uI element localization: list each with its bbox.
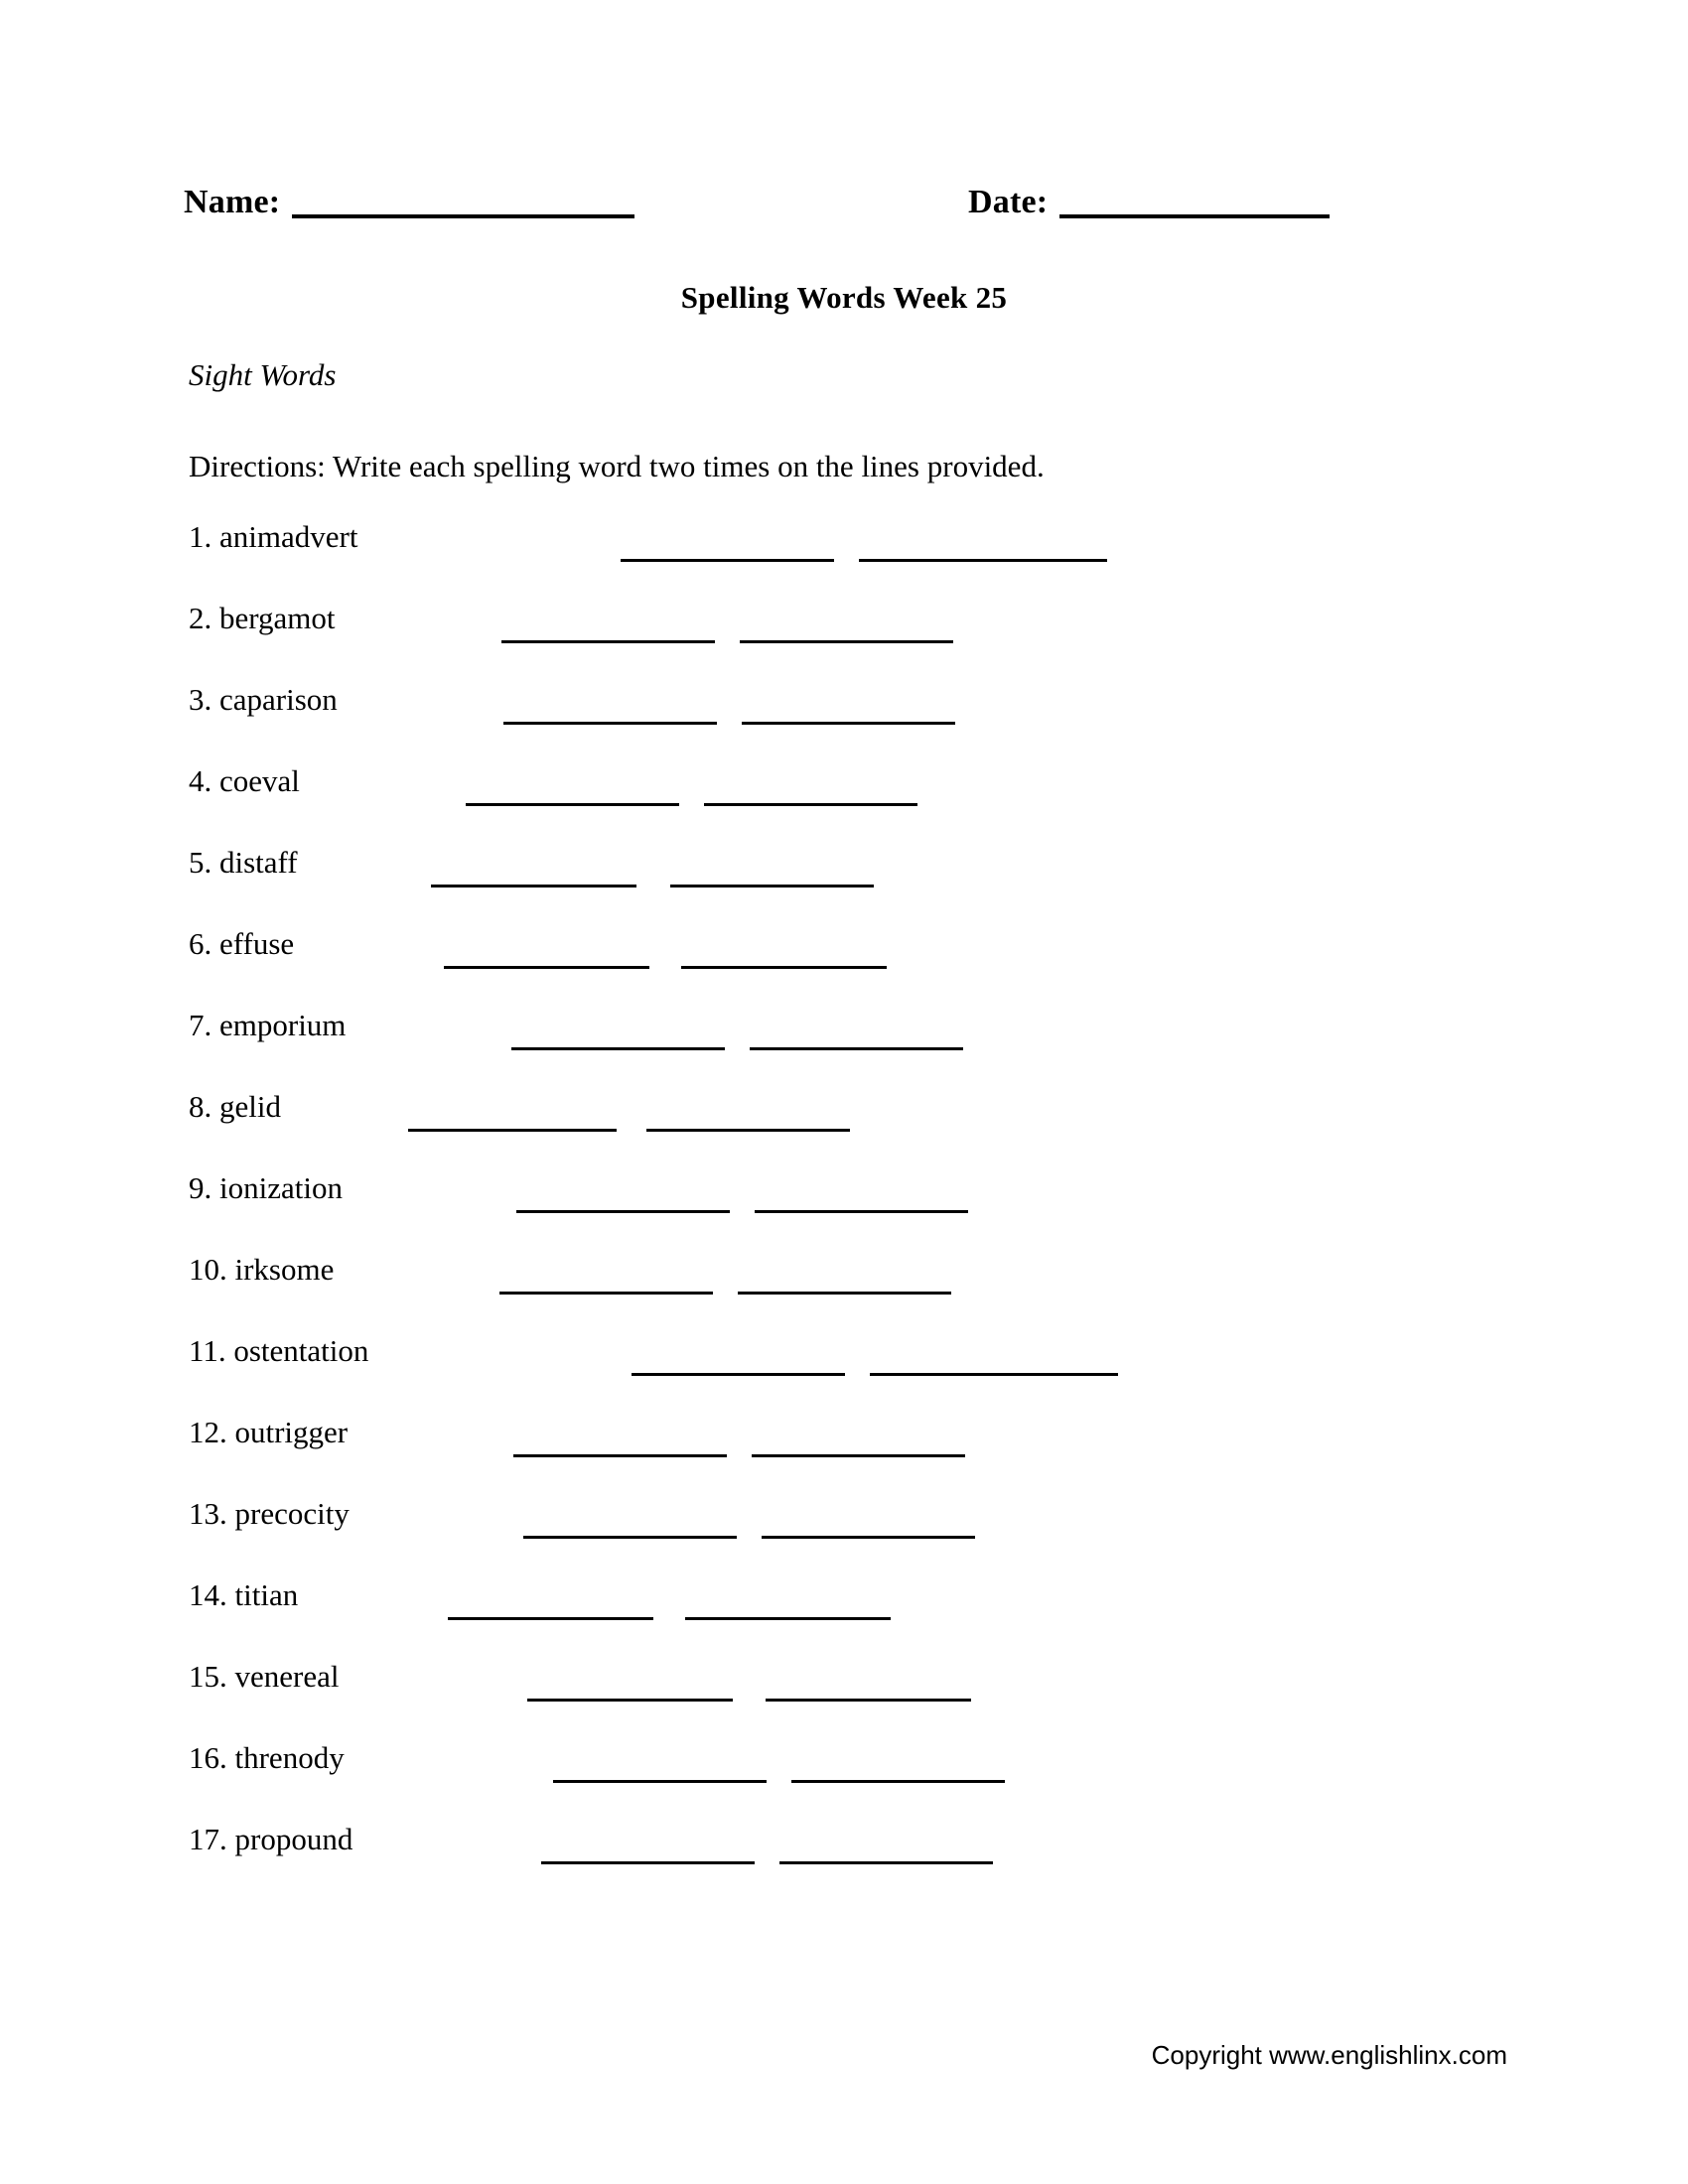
name-label: Name: [184,184,281,220]
word-row [189,926,1509,1008]
word-label: 15. venereal [189,1659,340,1694]
answer-blank-2[interactable] [752,1454,965,1457]
answer-blank-2[interactable] [779,1861,993,1864]
answer-blank-1[interactable] [444,966,649,969]
answer-blanks [350,1496,1509,1542]
answer-blank-1[interactable] [523,1536,737,1539]
word-label: 13. precocity [189,1496,350,1531]
word-row [189,1740,1509,1822]
answer-blank-2[interactable] [859,559,1107,562]
answer-blank-2[interactable] [740,640,953,643]
answer-blank-1[interactable] [503,722,717,725]
answer-blank-2[interactable] [762,1536,975,1539]
word-row [189,682,1509,763]
word-label: 11. ostentation [189,1333,369,1368]
word-row [189,1415,1509,1496]
answer-blank-2[interactable] [704,803,917,806]
answer-blanks [298,845,1509,890]
answer-blank-1[interactable] [466,803,679,806]
date-label: Date: [968,184,1049,220]
answer-blank-2[interactable] [750,1047,963,1050]
word-row [189,1577,1509,1659]
date-input-line[interactable] [1059,214,1330,218]
word-label: 16. threnody [189,1740,345,1775]
answer-blanks [294,926,1509,972]
name-input-line[interactable] [292,214,634,218]
word-row [189,845,1509,926]
date-field-group [968,184,1330,221]
word-row [189,519,1509,601]
word-label: 1. animadvert [189,519,358,554]
page-title: Spelling Words Week 25 [680,280,1008,315]
answer-blanks [298,1577,1509,1623]
word-label: 14. titian [189,1577,299,1612]
answer-blanks [281,1089,1509,1135]
answer-blank-1[interactable] [621,559,834,562]
word-row [189,1333,1509,1415]
word-row [189,1089,1509,1170]
student-info-header [184,184,1375,243]
worksheet-subtitle: Sight Words [189,357,337,392]
answer-blank-1[interactable] [448,1617,653,1620]
word-row [189,1659,1509,1740]
copyright-footer: Copyright www.englishlinx.com [1151,2040,1507,2070]
name-field-group [184,184,634,221]
answer-blank-1[interactable] [499,1292,713,1295]
answer-blank-2[interactable] [670,885,874,887]
answer-blanks [343,1170,1509,1216]
answer-blank-2[interactable] [685,1617,891,1620]
word-row [189,1822,1509,1903]
answer-blank-1[interactable] [553,1780,767,1783]
answer-blank-1[interactable] [527,1699,733,1702]
answer-blanks [352,1822,1509,1867]
answer-blank-2[interactable] [742,722,955,725]
directions-text: Directions: Write each spelling word two times on the lines provided. [189,449,1045,483]
answer-blank-1[interactable] [541,1861,755,1864]
answer-blank-2[interactable] [738,1292,951,1295]
answer-blank-1[interactable] [431,885,636,887]
word-row [189,1170,1509,1252]
answer-blanks [300,763,1509,809]
answer-blank-1[interactable] [516,1210,730,1213]
answer-blanks [334,1252,1509,1297]
word-label: 12. outrigger [189,1415,349,1449]
word-label: 6. effuse [189,926,295,961]
answer-blank-1[interactable] [408,1129,617,1132]
word-label: 17. propound [189,1822,353,1856]
answer-blank-1[interactable] [513,1454,727,1457]
word-row [189,1496,1509,1577]
word-row [189,1252,1509,1333]
answer-blanks [348,1415,1509,1460]
answer-blank-2[interactable] [791,1780,1005,1783]
word-row [189,1008,1509,1089]
word-row [189,763,1509,845]
answer-blanks [345,1740,1509,1786]
answer-blank-2[interactable] [755,1210,968,1213]
word-label: 3. caparison [189,682,338,717]
word-label: 7. emporium [189,1008,347,1042]
word-label: 10. irksome [189,1252,335,1287]
word-label: 9. ionization [189,1170,343,1205]
word-label: 8. gelid [189,1089,281,1124]
answer-blank-2[interactable] [646,1129,850,1132]
answer-blank-2[interactable] [681,966,887,969]
answer-blanks [346,1008,1509,1053]
answer-blanks [368,1333,1509,1379]
spelling-word-list [189,519,1509,1903]
answer-blank-2[interactable] [766,1699,971,1702]
answer-blanks [336,601,1509,646]
answer-blank-2[interactable] [870,1373,1118,1376]
word-label: 4. coeval [189,763,300,798]
word-label: 5. distaff [189,845,298,880]
word-label: 2. bergamot [189,601,336,635]
answer-blanks [357,519,1509,565]
answer-blanks [338,682,1509,728]
answer-blanks [339,1659,1509,1705]
answer-blank-1[interactable] [511,1047,725,1050]
word-row [189,601,1509,682]
answer-blank-1[interactable] [632,1373,845,1376]
answer-blank-1[interactable] [501,640,715,643]
